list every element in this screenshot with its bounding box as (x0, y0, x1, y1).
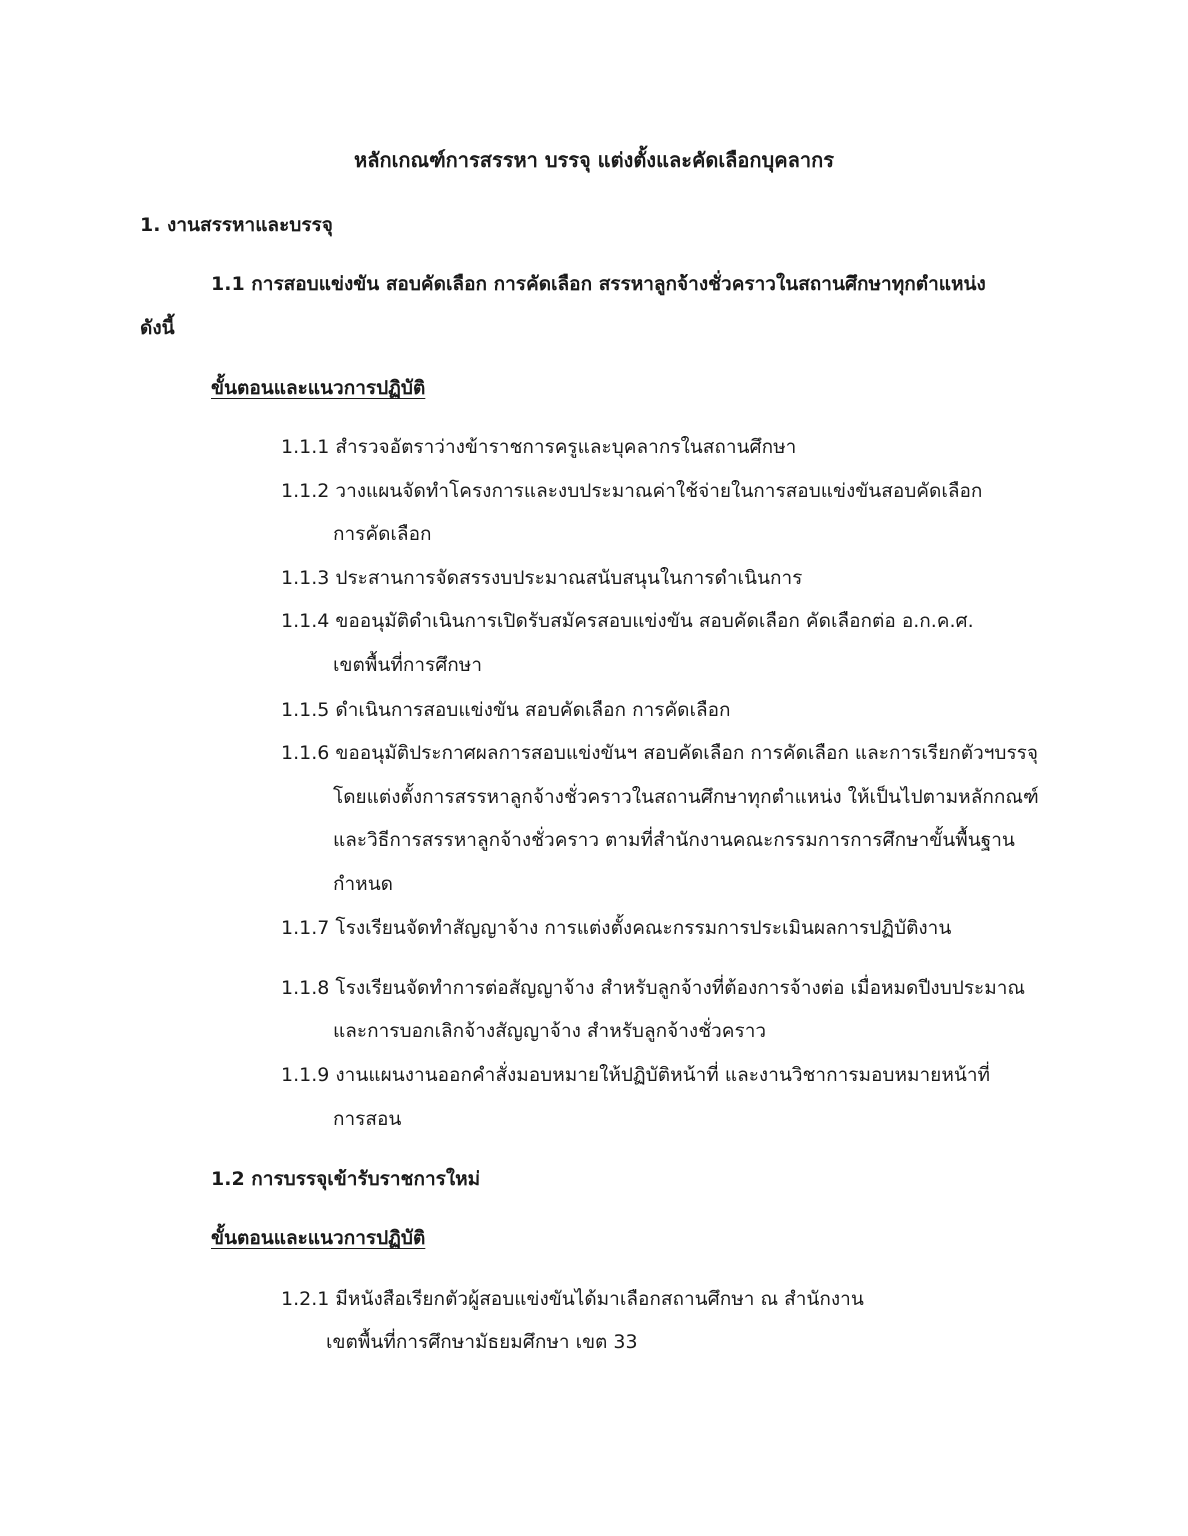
item-text: ดำเนินการสอบแข่งขัน สอบคัดเลือก การคัดเลือก (335, 699, 731, 721)
item-number: 1.1.1 (281, 436, 330, 458)
list-item (281, 565, 802, 591)
item-number: 1.1.2 (281, 480, 330, 502)
list-item (281, 608, 974, 634)
item-text-cont: เขตพื้นที่การศึกษา (333, 654, 482, 676)
list-item (281, 434, 796, 460)
list-item (281, 1062, 990, 1088)
subsection-1-1-heading: 1.1 การสอบแข่งขัน สอบคัดเลือก การคัดเลือก สรรหาลูกจ้างชั่วคราวในสถานศึกษาทุกตำแหน่ง (211, 273, 986, 295)
subsection-1-2-heading: 1.2 การบรรจุเข้ารับราชการใหม่ (211, 1168, 481, 1190)
list-item (281, 740, 1038, 766)
item-text: งานแผนงานออกคำสั่งมอบหมายให้ปฏิบัติหน้าที่ และงานวิชาการมอบหมายหน้าที่ (335, 1064, 991, 1086)
item-text: มีหนังสือเรียกตัวผู้สอบแข่งขันได้มาเลือกสถานศึกษา ณ สำนักงาน (335, 1288, 864, 1310)
item-text-cont: การสอน (333, 1108, 402, 1130)
item-number: 1.1.9 (281, 1064, 330, 1086)
item-number: 1.2.1 (281, 1288, 330, 1310)
list-item (281, 1286, 864, 1312)
item-number: 1.1.7 (281, 917, 330, 939)
item-number: 1.1.8 (281, 977, 330, 999)
section-1-heading: 1. งานสรรหาและบรรจุ (140, 214, 333, 236)
item-text: โรงเรียนจัดทำสัญญาจ้าง การแต่งตั้งคณะกรรมการประเมินผลการปฏิบัติงาน (335, 917, 952, 939)
list-item (281, 697, 731, 723)
item-text-cont: เขตพื้นที่การศึกษามัธยมศึกษา เขต 33 (326, 1331, 638, 1353)
item-text: สำรวจอัตราว่างข้าราชการครูและบุคลากรในสถานศึกษา (335, 436, 797, 458)
item-text: ขออนุมัติประกาศผลการสอบแข่งขันฯ สอบคัดเลือก การคัดเลือก และการเรียกตัวฯบรรจุ (335, 742, 1039, 764)
item-text-cont: โดยแต่งตั้งการสรรหาลูกจ้างชั่วคราวในสถานศึกษาทุกตำแหน่ง ให้เป็นไปตามหลักกณฑ์ (333, 786, 1039, 808)
item-text-cont: การคัดเลือก (333, 523, 432, 545)
item-text: ประสานการจัดสรรงบประมาณสนับสนุนในการดำเนินการ (335, 567, 803, 589)
procedure-heading-1-1: ขั้นตอนและแนวการปฏิบัติ (211, 377, 426, 399)
list-item (281, 915, 951, 941)
item-text-cont: และวิธีการสรรหาลูกจ้างชั่วคราว ตามที่สำนักงานคณะกรรมการการศึกษาขั้นพื้นฐาน (333, 829, 1015, 851)
item-text: ขออนุมัติดำเนินการเปิดรับสมัครสอบแข่งขัน สอบคัดเลือก คัดเลือกต่อ อ.ก.ค.ศ. (335, 610, 974, 632)
item-number: 1.1.6 (281, 742, 330, 764)
item-number: 1.1.5 (281, 699, 330, 721)
item-text-cont: และการบอกเลิกจ้างสัญญาจ้าง สำหรับลูกจ้างชั่วคราว (333, 1020, 767, 1042)
item-text: วางแผนจัดทำโครงการและงบประมาณค่าใช้จ่ายในการสอบแข่งขันสอบคัดเลือก (335, 480, 983, 502)
item-text-cont: กำหนด (333, 873, 394, 895)
list-item (281, 975, 1025, 1001)
list-item (281, 478, 982, 504)
item-text: โรงเรียนจัดทำการต่อสัญญาจ้าง สำหรับลูกจ้างที่ต้องการจ้างต่อ เมื่อหมดปีงบประมาณ (335, 977, 1026, 999)
item-number: 1.1.3 (281, 567, 330, 589)
procedure-heading-1-2: ขั้นตอนและแนวการปฏิบัติ (211, 1227, 426, 1249)
item-number: 1.1.4 (281, 610, 330, 632)
subsection-1-1-heading-cont: ดังนี้ (140, 317, 175, 339)
document-title: หลักเกณฑ์การสรรหา บรรจุ แต่งตั้งและคัดเลือกบุคลากร (354, 148, 834, 172)
